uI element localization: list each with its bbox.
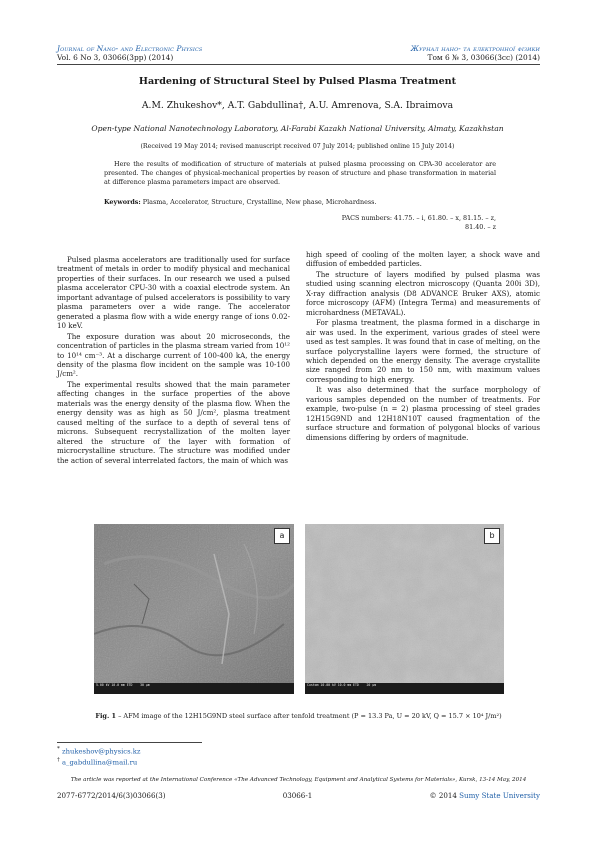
paragraph: The structure of layers modified by pulsed plasma was studied using scanning electron microscopy (Quanta 200i 3D), X-ray diffraction analysis (D8 ADVANCE Bruker AXS), atomic force microscopy (AFM) (Integra Terma) and measurements of microhardness (METAVAL). (306, 269, 540, 317)
paragraph: The exposure duration was about 20 microseconds, the concentration of particles in the plasma stream varied from 10¹² to 10¹⁴ cm⁻³. At a discharge current of 100-400 kA, the energy density of the plasma flow incident on the sample was 10-100 J/cm². (57, 331, 290, 379)
footer-copyright (429, 791, 540, 800)
journal-name-en: Journal of Nano- and Electronic Physics (57, 44, 203, 53)
caption-text: – AFM image of the 12H15G9ND steel surface after tenfold treatment (P = 13.3 Pa, U = 20 kV, Q = 15.7 × 10⁴ J/m²) (116, 712, 502, 720)
footnote-rule (57, 742, 202, 743)
panel-label-a: a (274, 528, 290, 544)
footer-page-number: 03066-1 (282, 791, 313, 800)
authors: A.M. Zhukeshov*, A.T. Gabdullina†, A.U. Amrenova, S.A. Ibraimova (141, 100, 454, 111)
figure-panel-a (94, 524, 294, 694)
paragraph: high speed of cooling of the molten layer, a shock wave and diffusion of embedded particles. (306, 250, 540, 269)
footnote-1 (57, 745, 140, 757)
abstract: Here the results of modification of structure of materials at pulsed plasma processing on CPA-30 accelerator are presented. The changes of physical-mechanical properties by reason of structure and phase transformation in material at difference plasma parameters impact are observed. (104, 160, 496, 187)
volume-info-ua: Том 6 № 3, 03066(3cc) (2014) (427, 53, 540, 62)
figure-panel-b (305, 524, 504, 694)
paragraph: It was also determined that the surface morphology of various samples depended on the number of treatments. For example, two-pulse (n = 2) plasma processing of steel grades 12H15G9ND and 12H18N10T caused fragmentation of the surface structure and formation of polygonal blocks of various dimensions differing by orders of magnitude. (306, 385, 540, 442)
paragraph: For plasma treatment, the plasma formed in a discharge in air was used. In the experiment, various grades of steel were used as test samples. It was found that in case of melting, on the surface polycrystalline layers were formed, the structure of which depended on the energy density. The average crystallite size ranged from 20 nm to 150 nm, with maximum values corresponding to high energy. (306, 318, 540, 384)
body-column-left (57, 255, 290, 466)
keywords-text: Plasma, Accelerator, Structure, Crystalline, New phase, Microhardness. (142, 198, 377, 206)
pacs-line-1: PACS numbers: 41.75. – i, 61.80. – x, 81.15. – z, (341, 214, 496, 222)
footnote-mark-2: † (57, 757, 60, 763)
sem-image-b (305, 524, 504, 694)
journal-name-ua: Журнал нано- та електронної фізики (410, 44, 540, 53)
paragraph: Pulsed plasma accelerators are traditionally used for surface treatment of metals in order to modify physical and mechanical properties of their surfaces. In our research we used a pulsed plasma accelerator CPU-30 with a coaxial electrode system. An important advantage of pulsed accelerators is possibility to vary plasma parameters over a wide range. The accelerator generated a plasma flow with a wide energy range of ions 0.02-10 keV. (57, 255, 290, 331)
figure-caption (57, 712, 540, 720)
conference-note: The article was reported at the International Conference «The Advanced Technology, Equipment and Analytical Systems for Materials», Kursk, 13-14 May, 2014 (70, 777, 527, 783)
copyright-prefix: © 2014 (429, 791, 460, 800)
keywords-label: Keywords: (104, 198, 141, 206)
panel-label-b: b (484, 528, 500, 544)
header-rule (57, 64, 540, 65)
footnote-mark-1: * (57, 746, 60, 752)
university-name: Sumy State University (459, 791, 540, 800)
body-column-right (306, 250, 540, 443)
email-link-2[interactable]: a_gabdullina@mail.ru (62, 758, 138, 767)
pacs-numbers (320, 214, 496, 233)
sem-image-a (94, 524, 294, 694)
footnote-2 (57, 756, 137, 768)
received-dates: (Received 19 May 2014; revised manuscript received 07 July 2014; published online 15 July 2014) (140, 143, 455, 150)
sem-databar-b: Custom 10.00 kV 10.0 mm ETD 20 μm (305, 683, 504, 694)
volume-info-en: Vol. 6 No 3, 03066(3pp) (2014) (57, 53, 174, 62)
paper-title: Hardening of Structural Steel by Pulsed Plasma Treatment (138, 76, 457, 87)
paragraph: The experimental results showed that the main parameter affecting changes in the surface properties of the above materials was the energy density of the plasma flow. When the energy density was as high as 50 J/cm², plasma treatment caused melting of the surface to a depth of several tens of microns. Subsequent recrystallization of the molten layer altered the structure of the layer with formation of microcrystalline structure. The structure was modified under the action of several interrelated factors, the main of which was (57, 379, 290, 465)
caption-label: Fig. 1 (95, 712, 117, 720)
keywords (104, 198, 496, 206)
footer-issn: 2077-6772/2014/6(3)03066(3) (57, 791, 166, 800)
affiliation: Open-type National Nanotechnology Laboratory, Al-Farabi Kazakh National University, Almaty, Kazakhstan (91, 124, 504, 133)
pacs-line-2: 81.40. – z (465, 223, 496, 232)
sem-databar-a: 5.00 kV 10.0 mm ETD 30 μm (94, 683, 294, 694)
email-link-1[interactable]: zhukeshov@physics.kz (62, 747, 141, 756)
